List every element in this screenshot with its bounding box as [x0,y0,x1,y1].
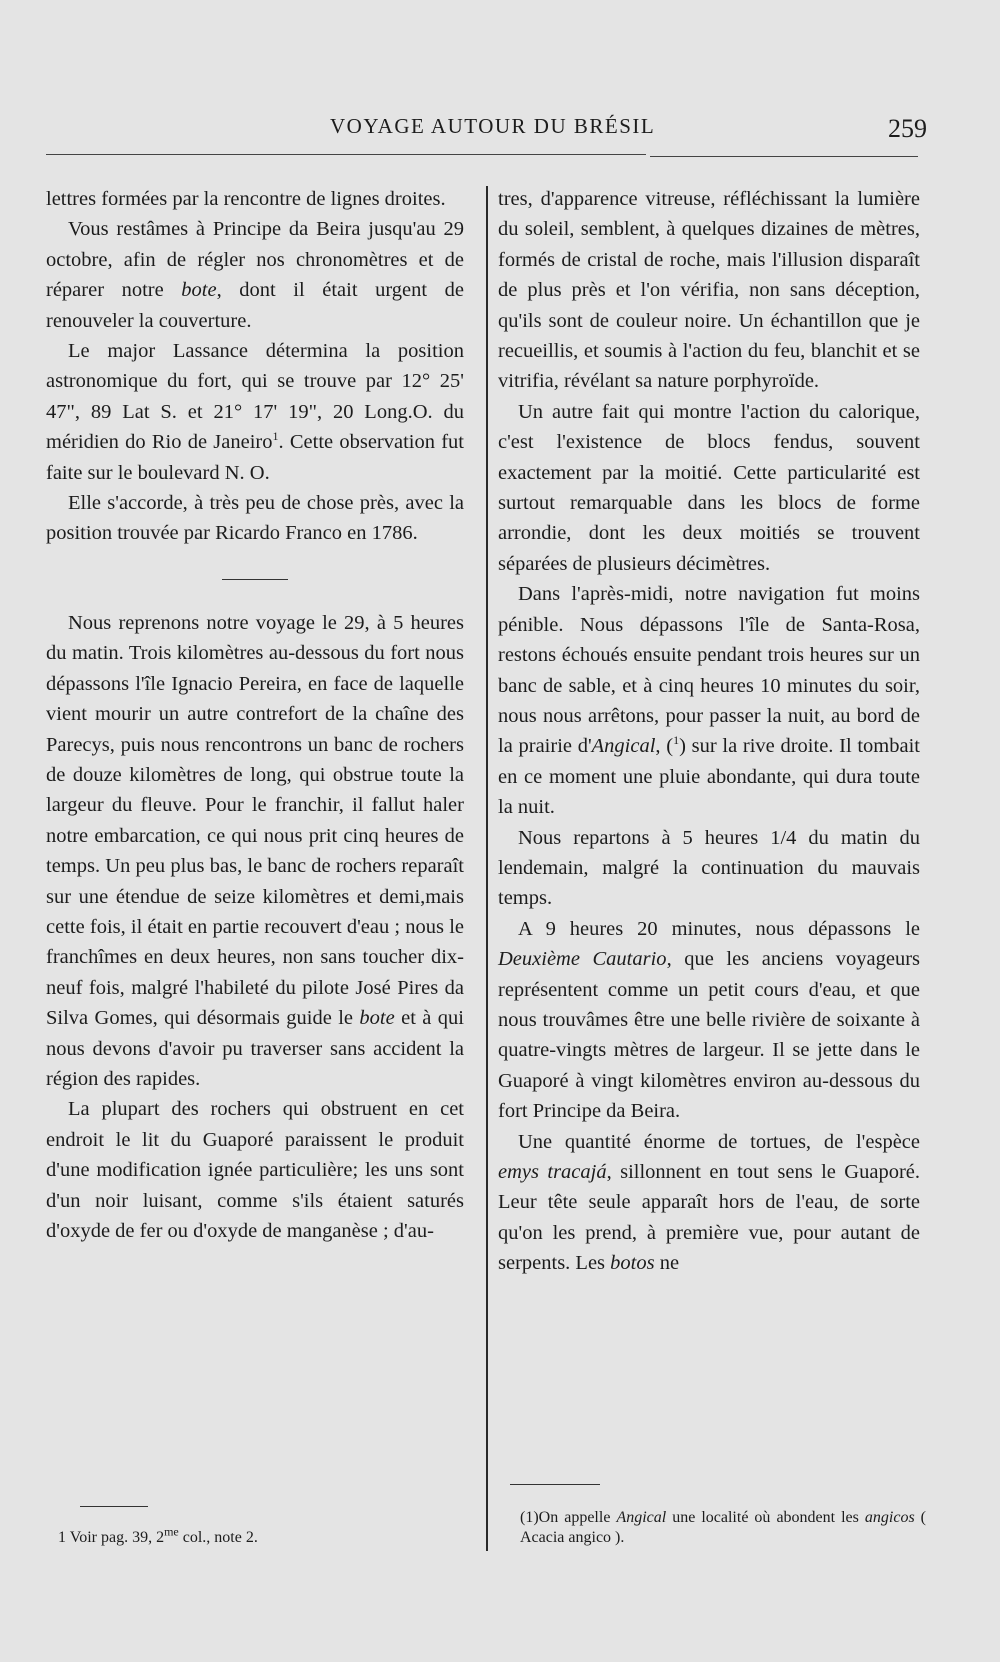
header-rule [650,156,918,157]
footnote-rule [510,1484,600,1485]
paragraph: La plupart des rochers qui obstruent en cet endroit le lit du Guaporé paraissent le produit d'une modification ignée particulière; les uns sont d'un noir luisant, comme s'ils étaient saturés d'oxyde de fer ou d'oxyde de manganèse ; d'au- [46,1098,464,1242]
paragraph: lettres formées par la rencontre de lignes droites. [46,188,446,210]
right-column [498,184,920,1279]
footnote-ref: 1 [272,429,279,444]
running-title: VOYAGE AUTOUR DU BRÉSIL [330,114,656,138]
paragraph: Elle s'accorde, à très peu de chose près, avec la position trouvée par Ricardo Franco en 1786. [46,492,464,545]
footnote-rule [80,1506,148,1507]
header-rule [46,154,646,155]
footnote-ref: 1 [673,733,680,748]
paragraph: Nous repartons à 5 heures 1/4 du matin du lendemain, malgré la continuation du mauvais temps. [498,826,920,910]
paragraph: Le major Lassance détermina la position astronomique du fort, qui se trouve par 12° 25' 47", 89 Lat S. et 21° 17' 19", 20 Long.O. du méridien do Rio de Janeiro$^1$. Cette observation fut faite sur le boulevard N. O. [46,340,464,484]
column-divider [486,186,488,1551]
paragraph: tres, d'apparence vitreuse, réfléchissant la lumière du soleil, semblent, à quelques dizaines de mètres, formés de cristal de roche, mais l'illusion disparaît de plus près et l'on vérifia, non sans déception, qu'ils sont de couleur noire. Un échantillon que je recueillis, et soumis à l'action du feu, blanchit et se vitrifia, révélant sa nature porphyroïde. [498,188,920,393]
paragraph: Dans l'après-midi, notre navigation fut moins pénible. Nous dépassons l'île de Santa-Rosa, restons échoués ensuite pendant trois heures sur un banc de sable, et à cinq heures 10 minutes du soir, nous nous arrêtons, pour passer la nuit, au bord de la prairie d'Angical, ($^1$) sur la rive droite. Il tombait en ce moment une pluie abondante, qui dura toute la nuit. [498,583,920,819]
running-head [0,110,1000,150]
footnote: (1)On appelle Angical une localité où abondent les angicos ( Acacia angico ). [520,1509,927,1546]
paragraph: Nous reprenons notre voyage le 29, à 5 heures du matin. Trois kilomètres au-dessous du fort nous dépassons l'île Ignacio Pereira, en face de laquelle vient mourir un autre contrefort de la chaîne des Parecys, puis nous rencontrons un banc de rochers de douze kilomètres de long, qui obstrue toute la largeur du fleuve. Pour le franchir, il fallut haler notre embarcation, ce qui nous prit cinq heures de temps. Un peu plus bas, le banc de rochers reparaît sur une étendue de seize kilomètres et demi,mais cette fois, il était en partie recouvert d'eau ; nous le franchîmes en deux heures, non sans toucher dix-neuf fois, malgré l'habileté du pilote José Pires da Silva Gomes, qui désormais guide le bote et à qui nous devons d'avoir pu traverser sans accident la région des rapides. [46,611,464,1090]
page-number: 259 [888,114,927,143]
paragraph: Vous restâmes à Principe da Beira jusqu'au 29 octobre, afin de régler nos chronomètres et de réparer notre bote, dont il était urgent de renouveler la couverture. [46,218,464,332]
left-column [46,184,464,1246]
paragraph: Une quantité énorme de tortues, de l'espèce emys tracajá, sillonnent en tout sens le Guaporé. Leur tête seule apparaît hors de l'eau, de sorte qu'on les prend, à première vue, pour autant de serpents. Les botos ne [498,1130,920,1275]
paragraph: Un autre fait qui montre l'action du calorique, c'est l'existence de blocs fendus, souvent exactement par la moitié. Cette particularité est surtout remarquable dans les blocs de forme arrondie, dont les deux moitiés se trouvent séparées de plusieurs décimètres. [498,400,920,575]
section-separator [222,579,288,580]
paragraph: A 9 heures 20 minutes, nous dépassons le Deuxième Cautario, que les anciens voyageurs représentent comme un petit cours d'eau, et que nous trouvâmes être une belle rivière de soixante à quatre-vingts mètres de largeur. Il se jette dans le Guaporé à vingt kilomètres environ au-dessous du fort Principe da Beira. [498,917,921,1123]
footnote: 1 Voir pag. 39, $2^{me}$ col., note 2. [58,1524,258,1546]
